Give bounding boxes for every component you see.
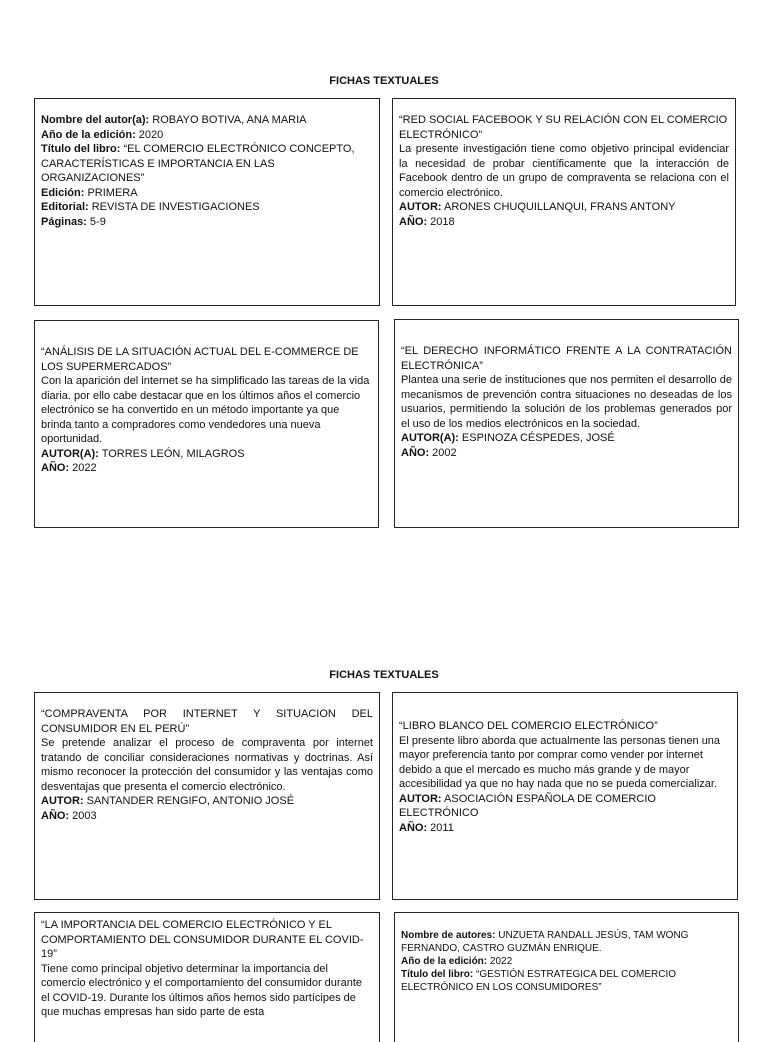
card-arones: [392, 98, 736, 306]
year-value: 2022: [72, 462, 97, 474]
card-unzueta: [394, 912, 739, 1042]
edition-label: Edición:: [41, 186, 85, 199]
card-importancia: [34, 912, 380, 1042]
year-value: 2011: [430, 821, 454, 834]
year-field: [401, 446, 732, 461]
year-label: AÑO:: [41, 809, 70, 822]
card-title: “LIBRO BLANCO DEL COMERCIO ELECTRÓNICO”: [399, 720, 658, 732]
year-value: 2020: [138, 128, 164, 141]
author-field: [41, 447, 372, 462]
year-field: [399, 215, 729, 230]
author-label: AUTOR:: [399, 201, 442, 213]
year-value: 2018: [430, 215, 455, 228]
card-title: “EL DERECHO INFORMÁTICO FRENTE A LA CONTRATACIÓN ELECTRÓNICA”: [401, 345, 732, 372]
edition-field: [41, 186, 373, 201]
card-text: La presente investigación tiene como objetivo principal evidenciar la necesidad de probar científicamente que la interacción de Facebook dentro de un grupo de compraventa se relaciona con el comercio electrónico.: [399, 143, 729, 199]
year-value: 2003: [72, 809, 97, 822]
year-field: [41, 128, 373, 143]
title-value: “GESTIÓN ESTRATEGICA DEL COMERCIO ELECTRÓNICO EN LOS CONSUMIDORES”: [401, 969, 677, 993]
author-label: AUTOR:: [399, 792, 442, 805]
card-libro-blanco: [392, 692, 738, 900]
author-field: [401, 929, 732, 955]
card-title: “ANÁLISIS DE LA SITUACIÓN ACTUAL DEL E-COMMERCE DE LOS SUPERMERCADOS”: [41, 346, 359, 373]
year-label: AÑO:: [401, 446, 430, 459]
year-label: AÑO:: [399, 215, 428, 228]
author-field: [399, 792, 731, 821]
year-value: 2002: [432, 446, 457, 459]
year-field: [41, 461, 372, 476]
year-field: [401, 955, 732, 968]
author-value: TORRES LEÓN, MILAGROS: [101, 447, 245, 460]
card-text: Tiene como principal objetivo determinar la importancia del comercio electrónico y el comportamiento del consumidor durante el COVID-19. Durante los últimos años hemos sido partícipes de que muchas empresas han sido parte de esta: [41, 962, 362, 1018]
year-label: Año de la edición:: [401, 956, 488, 967]
card-text: Se pretende analizar el proceso de compraventa por internet tratando de conciliar consideraciones normativas y doctrinas. Así mismo reconocer la protección del consumidor y las ventajas como desventajas que presenta el comercio electrónico.: [41, 737, 373, 793]
card-torres: [34, 320, 379, 528]
year-label: AÑO:: [41, 462, 70, 474]
author-label: AUTOR:: [41, 795, 84, 807]
author-value: ROBAYO BOTIVA, ANA MARIA: [152, 114, 307, 126]
title-value: “EL COMERCIO ELECTRÓNICO CONCEPTO, CARACTERÍSTICAS E IMPORTANCIA EN LAS ORGANIZACIONES”: [41, 143, 355, 184]
card-text: Con la aparición del internet se ha simplificado las tareas de la vida diaria. por ello cabe destacar que en los últimos años el comercio electrónico se ha convertido en un método importante ya que brinda tanto a compradores como vendedores una nueva oportunidad.: [41, 375, 370, 445]
author-field: [41, 113, 373, 128]
card-santander: [34, 692, 380, 900]
author-value: UNZUETA RANDALL JESÚS, TAM WONG FERNANDO, CASTRO GUZMÁN ENRIQUE.: [401, 930, 689, 954]
book-title-field: [401, 968, 732, 994]
author-value: ESPINOZA CÉSPEDES, JOSÉ: [461, 432, 615, 444]
publisher-field: [41, 200, 373, 215]
book-title-field: [41, 142, 373, 186]
author-value: ASOCIACIÓN ESPAÑOLA DE COMERCIO ELECTRÓNICO: [399, 792, 656, 819]
card-text: Plantea una serie de instituciones que nos permiten el desarrollo de mecanismos de prevención contra situaciones no deseadas de los usuarios, permitiendo la solución de los problemas generados por el uso de los medios electrónicos en la sociedad.: [401, 374, 732, 430]
title-label: Título del libro:: [41, 143, 121, 155]
card-espinoza: [394, 319, 739, 528]
author-field: [399, 200, 729, 215]
author-value: ARONES CHUQUILLANQUI, FRANS ANTONY: [444, 201, 676, 213]
card-title: “COMPRAVENTA POR INTERNET Y SITUACION DEL CONSUMIDOR EN EL PERÚ”: [41, 708, 373, 735]
year-value: 2022: [489, 956, 513, 967]
pages-field: [41, 215, 373, 230]
year-label: Año de la edición:: [41, 128, 136, 141]
author-field: [401, 431, 732, 446]
year-label: AÑO:: [399, 821, 428, 834]
section-heading-1: FICHAS TEXTUALES: [329, 75, 439, 87]
card-robayo: [34, 98, 380, 306]
author-value: SANTANDER RENGIFO, ANTONIO JOSÉ: [86, 795, 295, 807]
author-label: AUTOR(A):: [401, 432, 459, 444]
pages-value: 5-9: [89, 215, 106, 228]
title-label: Título del libro:: [401, 969, 474, 980]
author-field: [41, 794, 373, 809]
edition-value: PRIMERA: [87, 186, 138, 199]
card-title: “LA IMPORTANCIA DEL COMERCIO ELECTRÓNICO Y EL COMPORTAMIENTO DEL CONSUMIDOR DURANTE EL COVID-19”: [41, 919, 364, 960]
year-field: [41, 809, 373, 824]
author-label: AUTOR(A):: [41, 447, 99, 460]
author-label: Nombre de autores:: [401, 930, 496, 941]
author-label: Nombre del autor(a):: [41, 114, 150, 126]
year-field: [399, 821, 731, 836]
pages-label: Páginas:: [41, 215, 87, 228]
publisher-value: REVISTA DE INVESTIGACIONES: [91, 201, 260, 213]
card-title: “RED SOCIAL FACEBOOK Y SU RELACIÓN CON EL COMERCIO ELECTRÓNICO”: [399, 114, 728, 141]
publisher-label: Editorial:: [41, 201, 89, 213]
section-heading-2: FICHAS TEXTUALES: [329, 669, 439, 681]
card-text: El presente libro aborda que actualmente las personas tienen una mayor preferencia tanto por comprar como vender por internet debido a que el mercado es mucho más grande y de mayor accesibilidad ya que no hay nada que no se pueda comercializar.: [399, 734, 721, 790]
